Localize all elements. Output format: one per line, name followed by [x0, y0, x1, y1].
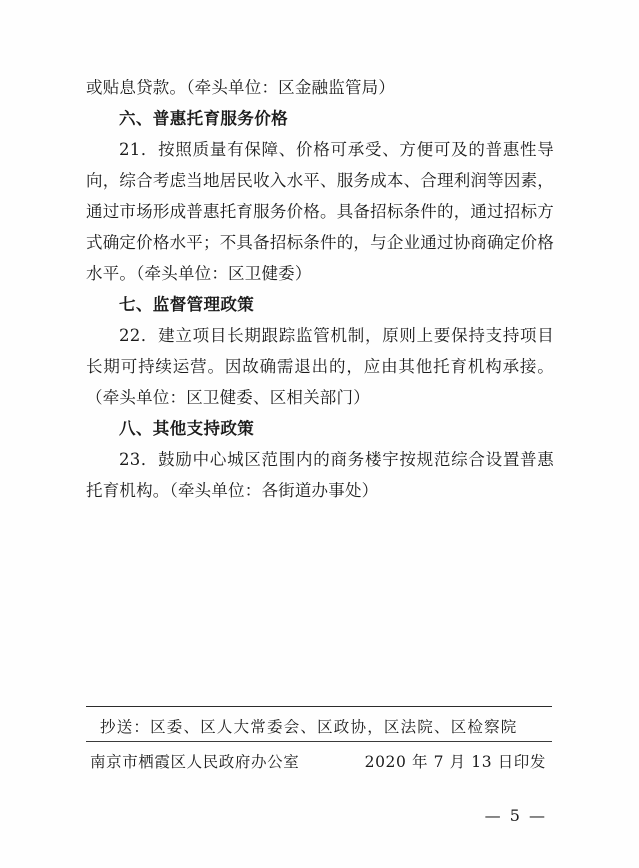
footer-cc-line: 抄送：区委、区人大常委会、区政协，区法院、区检察院: [100, 718, 518, 736]
document-body: [86, 72, 554, 506]
section-heading-seven: 七、监督管理政策: [119, 295, 255, 314]
footer-issuer-row: [86, 748, 552, 776]
section-heading-six: 六、普惠托育服务价格: [119, 109, 288, 128]
document-footer: [86, 706, 552, 776]
footer-issuer: 南京市栖霞区人民政府办公室: [90, 753, 300, 771]
paragraph-item-22: 22．建立项目长期跟踪监管机制，原则上要保持支持项目长期可持续运营。因故确需退出的，应由其他托育机构承接。（牵头单位：区卫健委、区相关部门）: [86, 326, 554, 407]
footer-issue-date: 2020 年 7 月 13 日印发: [364, 753, 546, 771]
page-number: — 5 —: [484, 806, 547, 825]
footer-middle-divider: [86, 741, 552, 742]
footer-top-divider: [86, 706, 552, 707]
paragraph-loan-subsidy: 或贴息贷款。（牵头单位：区金融监管局）: [86, 78, 396, 97]
paragraph-item-21: 21．按照质量有保障、价格可承受、方便可及的普惠性导向，综合考虑当地居民收入水平、服务成本、合理利润等因素，通过市场形成普惠托育服务价格。具备招标条件的，通过招标方式确定价格水平；不具备招标条件的，与企业通过协商确定价格水平。（牵头单位：区卫健委）: [86, 140, 554, 283]
paragraph-item-23: 23．鼓励中心城区范围内的商务楼宇按规范综合设置普惠托育机构。（牵头单位：各街道办事处）: [86, 450, 554, 500]
section-heading-eight: 八、其他支持政策: [119, 419, 255, 438]
